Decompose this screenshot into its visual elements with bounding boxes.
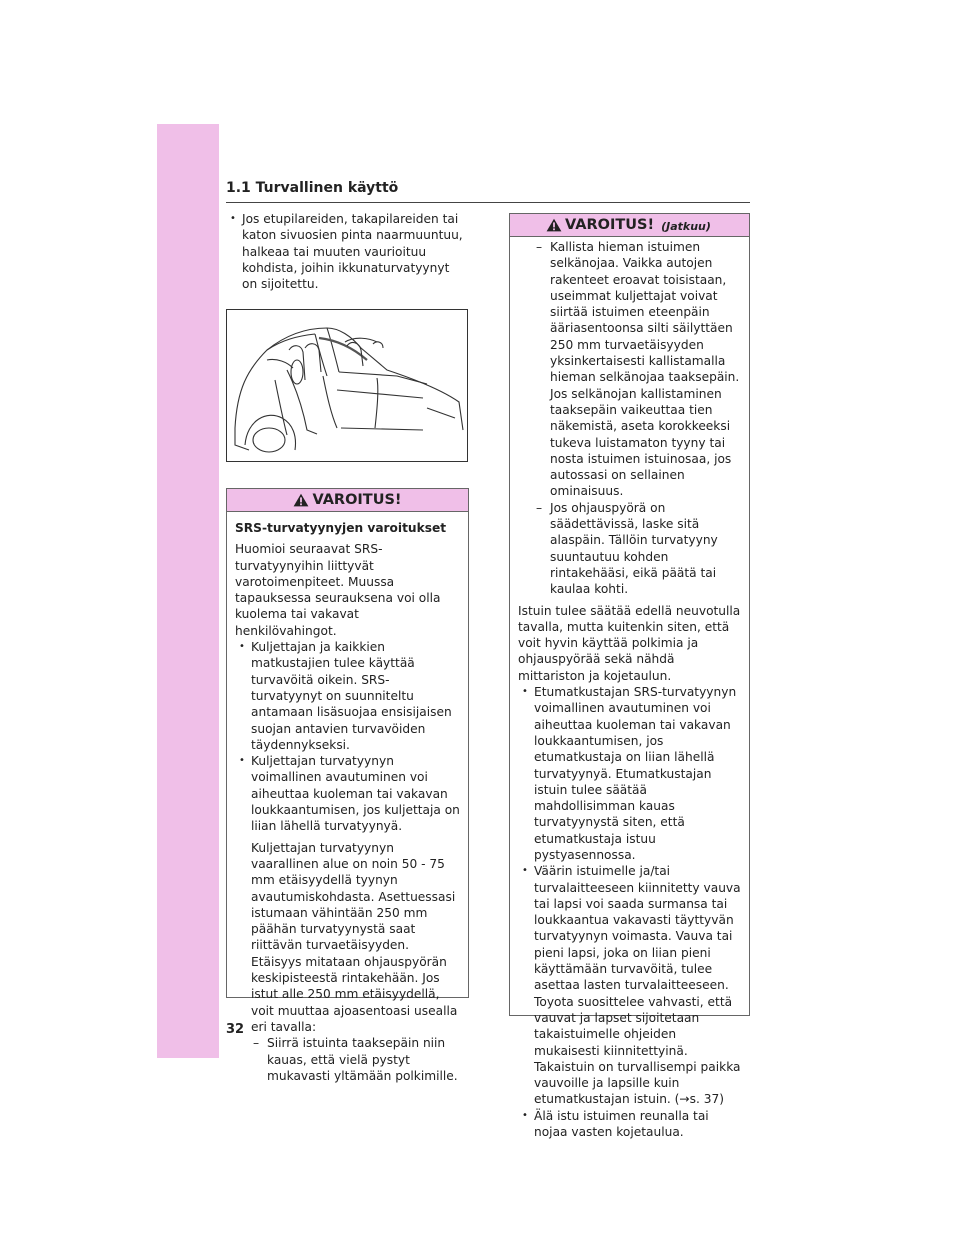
warning-paragraph: Istuin tulee säätää edellä neuvotulla tavalla, mutta kuitenkin siten, että voit hyvin käyttää polkimia ja ohjauspyörää sekä nähdä mittariston ja kojetaulun. <box>518 603 741 683</box>
warning-intro: Huomioi seuraavat SRS-turvatyynyihin liittyvät varotoimenpiteet. Muussa tapauksessa seurauksena voi olla kuolema tai vakavat henkilövahingot. <box>235 542 441 638</box>
left-intro <box>226 211 466 292</box>
dash-item: – Siirrä istuinta taaksepäin niin kauas, että vielä pystyt mukavasti yltämään polkimille. <box>235 1035 460 1084</box>
warning-subtitle: SRS-turvatyynyjen varoitukset <box>235 521 447 535</box>
list-item: • Väärin istuimelle ja/tai turvalaitteeseen kiinnitetty vauva tai lapsi voi saada surmansa tai loukkaantua vakavasti täyttyvän turvatyynyn voimasta. Vauva tai pieni lapsi, joka on liian pieni käyttämään turvavöitä, tulee asettaa lasten turvalaitteeseen. Toyota suosittelee vahvasti, että vauvat ja lapset sijoitetaan takaistuimelle ohjeiden mukaisesti kiinnitettyinä. Takaistuin on turvallisempi paikka vauvoille ja lapsille kuin etumatkustajan istuin. (→s. 37) <box>518 863 741 1107</box>
dash-item: – Jos ohjauspyörä on säädettävissä, laske sitä alaspäin. Tällöin turvatyyny suuntautuu kohden rintakehääsi, eikä päätä tai kaulaa kohti. <box>518 500 741 598</box>
car-airbag-illustration <box>226 309 468 462</box>
page-sidebar-tab <box>157 124 219 1058</box>
warning-body <box>227 512 468 1088</box>
dash-item: – Kallista hieman istuimen selkänojaa. Vaikka autojen rakenteet eroavat toisistaan, useimmat kuljettajat voivat siirtää istuimen eteenpäin ääriasentoonsa silti säilyttäen 250 mm turvaetäisyyden yksinkertaisesti kallistamalla hieman selkänojaa taaksepäin. Jos selkänojan kallistaminen taaksepäin vaikeuttaa tien näkemistä, aseta korokkeeksi tukeva luistamaton tyyny tai nosta istuimen istuinosaa, jos autossasi on sellainen ominaisuus. <box>518 239 741 500</box>
section-title: 1.1 Turvallinen käyttö <box>226 180 750 203</box>
warning-body <box>510 237 749 1144</box>
list-item: • Älä istu istuimen reunalla tai nojaa vasten kojetaulua. <box>518 1108 741 1141</box>
list-item: • Kuljettajan ja kaikkien matkustajien tulee käyttää turvavöitä oikein. SRS-turvatyynyt on suunniteltu antamaan lisäsuojaa ensisijaisen suojan antavien turvavöiden täydennykseksi. <box>235 639 460 753</box>
list-item-continuation: Kuljettajan turvatyynyn vaarallinen alue on noin 50 - 75 mm etäisyydellä tyynyn avautumiskohdasta. Asettuessasi istumaan vähintään 250 mm päähän turvatyynystä saat riittävän turvaetäisyyden. Etäisyys mitataan ohjauspyörän keskipisteestä rintakehään. Jos istut alle 250 mm etäisyydellä, voit muuttaa ajoasentoasi usealla eri tavalla: <box>251 840 458 1034</box>
warning-header <box>510 214 749 237</box>
warning-triangle-icon <box>546 218 562 232</box>
list-item: • Jos etupilareiden, takapilareiden tai katon sivuosien pinta naarmuuntuu, halkeaa tai muuten vaurioituu kohdista, joihin ikkunaturvatyynyt on sijoitettu. <box>226 211 466 292</box>
warning-triangle-icon <box>293 493 309 507</box>
warning-box-2 <box>509 213 750 1140</box>
car-drawing <box>227 310 467 461</box>
warning-header <box>227 489 468 512</box>
list-item: • Etumatkustajan SRS-turvatyynyn voimallinen avautuminen voi aiheuttaa kuoleman tai vakavan loukkaantumisen, jos etumatkustaja on liian lähellä turvatyynyä. Etumatkustajan istuin tulee säätää mahdollisimman kauas turvatyynystä siten, että etumatkustaja istuu pystyasennossa. <box>518 684 741 863</box>
warning-title: VAROITUS! <box>312 492 402 508</box>
list-item: • Kuljettajan turvatyynyn voimallinen avautuminen voi aiheuttaa kuoleman tai vakavan loukkaantumisen, jos kuljettaja on liian lähellä turvatyynyä. <box>235 753 460 834</box>
page-number: 32 <box>226 1022 245 1037</box>
warning-title: VAROITUS! <box>565 217 655 233</box>
continued-label: (Jatkuu) <box>661 219 711 233</box>
